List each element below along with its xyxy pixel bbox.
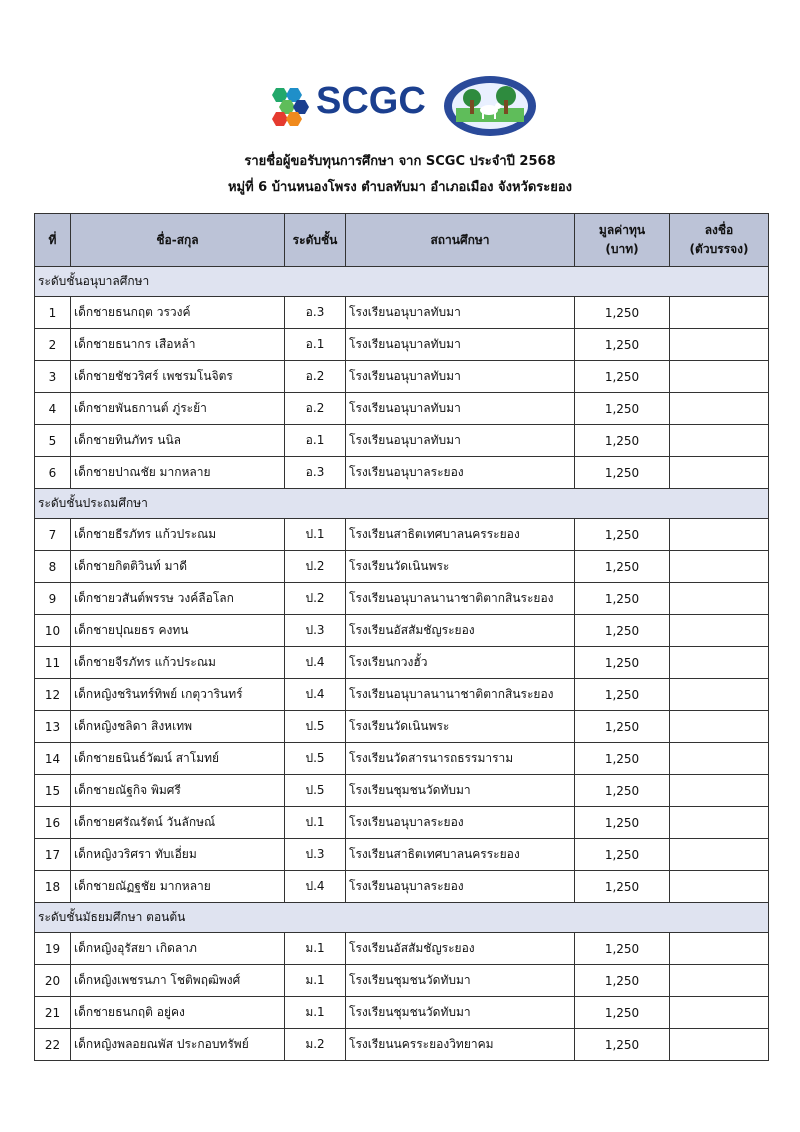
header-signature-line1: ลงชื่อ	[704, 223, 734, 237]
cell-sign	[670, 807, 769, 839]
cell-no: 15	[35, 775, 71, 807]
table-row	[35, 297, 769, 329]
cell-level: อ.2	[285, 393, 346, 425]
header-amount	[575, 214, 670, 267]
cell-sign	[670, 871, 769, 903]
cell-level: ป.5	[285, 711, 346, 743]
cell-no: 7	[35, 519, 71, 551]
cell-no: 18	[35, 871, 71, 903]
cell-name: เด็กชายทินภัทร นนิล	[71, 425, 285, 457]
cell-sign	[670, 711, 769, 743]
section-row	[35, 489, 769, 519]
table-row	[35, 551, 769, 583]
cell-no: 16	[35, 807, 71, 839]
table-row	[35, 457, 769, 489]
cell-school: โรงเรียนอนุบาลนานาชาติตากสินระยอง	[346, 679, 575, 711]
cell-amount: 1,250	[575, 871, 670, 903]
cell-amount: 1,250	[575, 425, 670, 457]
cell-name: เด็กหญิงเพชรนภา โชติพฤฒิพงศ์	[71, 965, 285, 997]
cell-level: อ.3	[285, 457, 346, 489]
cell-name: เด็กหญิงอุรัสยา เกิดลาภ	[71, 933, 285, 965]
cell-amount: 1,250	[575, 647, 670, 679]
scholarship-table	[34, 213, 769, 1061]
cell-school: โรงเรียนวัดสารนารถธรรมาราม	[346, 743, 575, 775]
table-row	[35, 933, 769, 965]
header-signature-line2: (ตัวบรรจง)	[689, 242, 749, 256]
cell-school: โรงเรียนอัสสัมชัญระยอง	[346, 933, 575, 965]
cell-amount: 1,250	[575, 807, 670, 839]
header-no: ที่	[35, 214, 71, 267]
cell-name: เด็กชายณัฏฐชัย มากหลาย	[71, 871, 285, 903]
cell-name: เด็กชายธนากร เสือหล้า	[71, 329, 285, 361]
table-row	[35, 871, 769, 903]
cell-name: เด็กชายธนกฤติ อยู่คง	[71, 997, 285, 1029]
cell-level: อ.3	[285, 297, 346, 329]
scgc-brand-text: SCGC	[316, 80, 426, 122]
cell-level: ป.5	[285, 743, 346, 775]
cell-level: ม.1	[285, 997, 346, 1029]
cell-sign	[670, 743, 769, 775]
cell-name: เด็กหญิงวริศรา ทับเอี่ยม	[71, 839, 285, 871]
cell-amount: 1,250	[575, 583, 670, 615]
cell-sign	[670, 647, 769, 679]
cell-name: เด็กชายศรัณรัตน์ วันลักษณ์	[71, 807, 285, 839]
cell-school: โรงเรียนอัสสัมชัญระยอง	[346, 615, 575, 647]
cell-no: 17	[35, 839, 71, 871]
table-header-row	[35, 214, 769, 267]
table-body	[35, 267, 769, 1061]
header-level: ระดับชั้น	[285, 214, 346, 267]
cell-no: 13	[35, 711, 71, 743]
section-title: ระดับชั้นอนุบาลศึกษา	[35, 267, 769, 297]
cell-sign	[670, 329, 769, 361]
cell-name: เด็กชายธนินธ์วัฒน์ สาโมทย์	[71, 743, 285, 775]
cell-name: เด็กชายธนกฤต วรวงค์	[71, 297, 285, 329]
municipality-seal-icon	[442, 74, 538, 138]
section-title: ระดับชั้นประถมศึกษา	[35, 489, 769, 519]
cell-level: ป.5	[285, 775, 346, 807]
table-row	[35, 711, 769, 743]
cell-sign	[670, 519, 769, 551]
cell-name: เด็กหญิงพลอยณพัส ประกอบทรัพย์	[71, 1029, 285, 1061]
cell-level: ป.3	[285, 839, 346, 871]
header-name: ชื่อ-สกุล	[71, 214, 285, 267]
logo-bar	[0, 74, 800, 138]
cell-school: โรงเรียนอนุบาลระยอง	[346, 871, 575, 903]
table-row	[35, 393, 769, 425]
cell-sign	[670, 775, 769, 807]
cell-school: โรงเรียนอนุบาลทับมา	[346, 393, 575, 425]
cell-sign	[670, 679, 769, 711]
cell-no: 1	[35, 297, 71, 329]
cell-no: 3	[35, 361, 71, 393]
table-row	[35, 807, 769, 839]
cell-amount: 1,250	[575, 1029, 670, 1061]
table-row	[35, 997, 769, 1029]
header-school: สถานศึกษา	[346, 214, 575, 267]
cell-school: โรงเรียนนครระยองวิทยาคม	[346, 1029, 575, 1061]
cell-amount: 1,250	[575, 933, 670, 965]
cell-name: เด็กชายจีรภัทร แก้วประณม	[71, 647, 285, 679]
cell-level: ป.4	[285, 871, 346, 903]
table-row	[35, 361, 769, 393]
cell-name: เด็กชายชัชวริศร์ เพชรมโนจิตร	[71, 361, 285, 393]
cell-amount: 1,250	[575, 679, 670, 711]
cell-no: 2	[35, 329, 71, 361]
table-row	[35, 1029, 769, 1061]
cell-no: 12	[35, 679, 71, 711]
cell-level: ม.1	[285, 933, 346, 965]
header-amount-line1: มูลค่าทุน	[598, 223, 646, 237]
cell-amount: 1,250	[575, 457, 670, 489]
cell-school: โรงเรียนวัดเนินพระ	[346, 551, 575, 583]
section-title: ระดับชั้นมัธยมศึกษา ตอนต้น	[35, 903, 769, 933]
cell-level: ป.3	[285, 615, 346, 647]
cell-name: เด็กชายปาณชัย มากหลาย	[71, 457, 285, 489]
table-row	[35, 329, 769, 361]
cell-level: ป.2	[285, 551, 346, 583]
cell-amount: 1,250	[575, 743, 670, 775]
cell-no: 21	[35, 997, 71, 1029]
cell-level: อ.1	[285, 425, 346, 457]
cell-school: โรงเรียนวัดเนินพระ	[346, 711, 575, 743]
cell-sign	[670, 1029, 769, 1061]
header-amount-line2: (บาท)	[605, 242, 639, 256]
cell-no: 9	[35, 583, 71, 615]
cell-amount: 1,250	[575, 297, 670, 329]
table-row	[35, 743, 769, 775]
cell-no: 20	[35, 965, 71, 997]
table-row	[35, 583, 769, 615]
cell-sign	[670, 457, 769, 489]
cell-amount: 1,250	[575, 711, 670, 743]
cell-name: เด็กชายณัฐกิจ พิมศรี	[71, 775, 285, 807]
cell-no: 22	[35, 1029, 71, 1061]
cell-school: โรงเรียนอนุบาลทับมา	[346, 425, 575, 457]
cell-no: 14	[35, 743, 71, 775]
cell-sign	[670, 551, 769, 583]
cell-sign	[670, 393, 769, 425]
cell-level: ป.4	[285, 647, 346, 679]
table-row	[35, 425, 769, 457]
cell-name: เด็กหญิงชลิดา สิงหเทพ	[71, 711, 285, 743]
cell-school: โรงเรียนอนุบาลนานาชาติตากสินระยอง	[346, 583, 575, 615]
table-row	[35, 679, 769, 711]
cell-amount: 1,250	[575, 361, 670, 393]
table-row	[35, 519, 769, 551]
cell-amount: 1,250	[575, 965, 670, 997]
cell-no: 4	[35, 393, 71, 425]
table-row	[35, 839, 769, 871]
document-subtitle: หมู่ที่ 6 บ้านหนองโพรง ตำบลทับมา อำเภอเมือง จังหวัดระยอง	[227, 180, 573, 195]
cell-level: ป.2	[285, 583, 346, 615]
cell-level: ม.2	[285, 1029, 346, 1061]
cell-sign	[670, 965, 769, 997]
cell-school: โรงเรียนชุมชนวัดทับมา	[346, 965, 575, 997]
cell-name: เด็กชายพันธกานต์ ภู่ระย้า	[71, 393, 285, 425]
section-row	[35, 267, 769, 297]
table-row	[35, 965, 769, 997]
cell-name: เด็กหญิงชรินทร์ทิพย์ เกตุวารินทร์	[71, 679, 285, 711]
cell-sign	[670, 361, 769, 393]
cell-school: โรงเรียนสาธิตเทศบาลนครระยอง	[346, 839, 575, 871]
cell-name: เด็กชายกิตติวินท์ มาดี	[71, 551, 285, 583]
cell-sign	[670, 297, 769, 329]
cell-level: ป.1	[285, 807, 346, 839]
cell-level: ป.1	[285, 519, 346, 551]
header-signature	[670, 214, 769, 267]
cell-school: โรงเรียนชุมชนวัดทับมา	[346, 775, 575, 807]
cell-amount: 1,250	[575, 839, 670, 871]
cell-school: โรงเรียนอนุบาลทับมา	[346, 361, 575, 393]
cell-amount: 1,250	[575, 519, 670, 551]
scgc-hexagon-logo-icon	[268, 84, 312, 128]
cell-sign	[670, 933, 769, 965]
cell-no: 10	[35, 615, 71, 647]
cell-name: เด็กชายธีรภัทร แก้วประณม	[71, 519, 285, 551]
cell-school: โรงเรียนชุมชนวัดทับมา	[346, 997, 575, 1029]
cell-level: ม.1	[285, 965, 346, 997]
cell-school: โรงเรียนอนุบาลระยอง	[346, 457, 575, 489]
cell-sign	[670, 425, 769, 457]
cell-name: เด็กชายวสันต์พรรษ วงค์ลือโลก	[71, 583, 285, 615]
cell-amount: 1,250	[575, 775, 670, 807]
cell-amount: 1,250	[575, 329, 670, 361]
cell-name: เด็กชายปุณยธร คงทน	[71, 615, 285, 647]
cell-level: ป.4	[285, 679, 346, 711]
table-row	[35, 615, 769, 647]
cell-amount: 1,250	[575, 997, 670, 1029]
table-row	[35, 775, 769, 807]
document-title: รายชื่อผู้ขอรับทุนการศึกษา จาก SCGC ประจำปี 2568	[244, 154, 556, 169]
cell-level: อ.1	[285, 329, 346, 361]
cell-no: 8	[35, 551, 71, 583]
section-row	[35, 903, 769, 933]
cell-amount: 1,250	[575, 615, 670, 647]
cell-no: 6	[35, 457, 71, 489]
cell-school: โรงเรียนอนุบาลทับมา	[346, 329, 575, 361]
cell-sign	[670, 615, 769, 647]
cell-no: 5	[35, 425, 71, 457]
cell-school: โรงเรียนกวงฮั้ว	[346, 647, 575, 679]
cell-sign	[670, 583, 769, 615]
cell-school: โรงเรียนอนุบาลทับมา	[346, 297, 575, 329]
cell-school: โรงเรียนสาธิตเทศบาลนครระยอง	[346, 519, 575, 551]
cell-amount: 1,250	[575, 551, 670, 583]
cell-level: อ.2	[285, 361, 346, 393]
cell-amount: 1,250	[575, 393, 670, 425]
cell-no: 11	[35, 647, 71, 679]
cell-school: โรงเรียนอนุบาลระยอง	[346, 807, 575, 839]
table-row	[35, 647, 769, 679]
cell-sign	[670, 997, 769, 1029]
cell-sign	[670, 839, 769, 871]
cell-no: 19	[35, 933, 71, 965]
